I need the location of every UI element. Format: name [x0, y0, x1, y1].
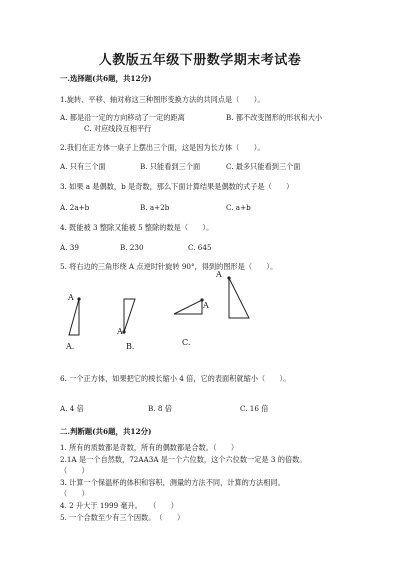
q6-option-c: C. 16 倍 — [240, 404, 269, 413]
q5-text: 5. 将右边的三角形绕 A 点逆时针旋转 90°，得到的图形是（ ）。 — [60, 262, 278, 271]
page-title: 人教版五年级下册数学期末考试卷 — [98, 53, 302, 68]
q5-option-b-label: B. — [126, 342, 135, 351]
q6-option-a: A. 4 倍 — [60, 404, 84, 413]
tf-item-3: 3. 计算一个保温杯的体积和容积，测量的方法不同，计算的方法相同。 — [60, 478, 285, 487]
section-2-heading: 二.判断题(共6题，共12分) — [60, 427, 152, 436]
q3-option-b: B. a+2b — [140, 203, 170, 212]
q5-option-c-label: C. — [182, 338, 191, 347]
q1-option-c: C. 对应线段互相平行 — [84, 124, 152, 133]
q6-option-b: B. 8 倍 — [148, 404, 172, 413]
q6-text: 6. 一个正方体，如果把它的棱长缩小 4 倍，它的表面积就缩小（ ）。 — [60, 374, 291, 383]
fig-c-vertex-label: A — [203, 301, 209, 310]
q5-figure-b — [120, 296, 144, 336]
q4-option-a: A. 39 — [60, 243, 79, 252]
tf-item-5: 5. 一个合数至少有三个因数。 （ ） — [60, 513, 185, 522]
q1-text: 1.旋转、平移、轴对称这三种图形变换方法的共同点是（ ）。 — [60, 95, 265, 104]
q3-option-c: C. a+b — [226, 203, 251, 212]
reference-triangle — [224, 275, 254, 321]
section-1-heading: 一.选择题(共6题，共12分) — [60, 74, 152, 83]
ref-vertex-label: A — [216, 270, 222, 279]
q2-option-c: C. 最多只能看到三个面 — [226, 162, 301, 171]
tf-item-4: 4. 2 升大于 1999 毫升。 （ ） — [60, 501, 178, 510]
q1-option-b: B. 都不改变图形的形状和大小 — [226, 113, 323, 122]
q3-option-a: A. 2a+b — [60, 203, 90, 212]
q5-figure-a — [66, 296, 86, 338]
q4-option-b: B. 230 — [120, 243, 144, 252]
q2-option-a: A. 只有三个面 — [60, 162, 106, 171]
fig-a-vertex-label: A — [68, 293, 74, 302]
q3-text: 3. 如果 a 是偶数，b 是奇数，那么下面计算结果是偶数的式子是（ ） — [60, 182, 294, 191]
q2-text: 2.我们在正方体一桌子上摆出三个面，这是因为长方体（ ）。 — [60, 143, 265, 152]
tf-item-3-paren: （ ） — [60, 489, 89, 498]
q4-option-c: C. 645 — [188, 243, 212, 252]
q4-text: 4. 既能被 3 整除又能被 5 整除的数是（ ）。 — [60, 223, 214, 232]
tf-item-2: 2.1A 是一个自然数，72AA3A 是一个六位数，这个六位数一定是 3 的倍数。 — [60, 455, 307, 464]
q5-option-a-label: A. — [66, 342, 75, 351]
q2-option-b: B. 只能看到三个面 — [140, 162, 201, 171]
fig-b-vertex-label: A — [117, 327, 123, 336]
tf-item-2-paren: （ ） — [60, 466, 89, 475]
q1-option-a: A. 都是沿一定的方向移动了一定的距离 — [60, 113, 185, 122]
tf-item-1: 1. 所有的质数都是奇数，所有的偶数都是合数。（ ） — [60, 443, 239, 452]
